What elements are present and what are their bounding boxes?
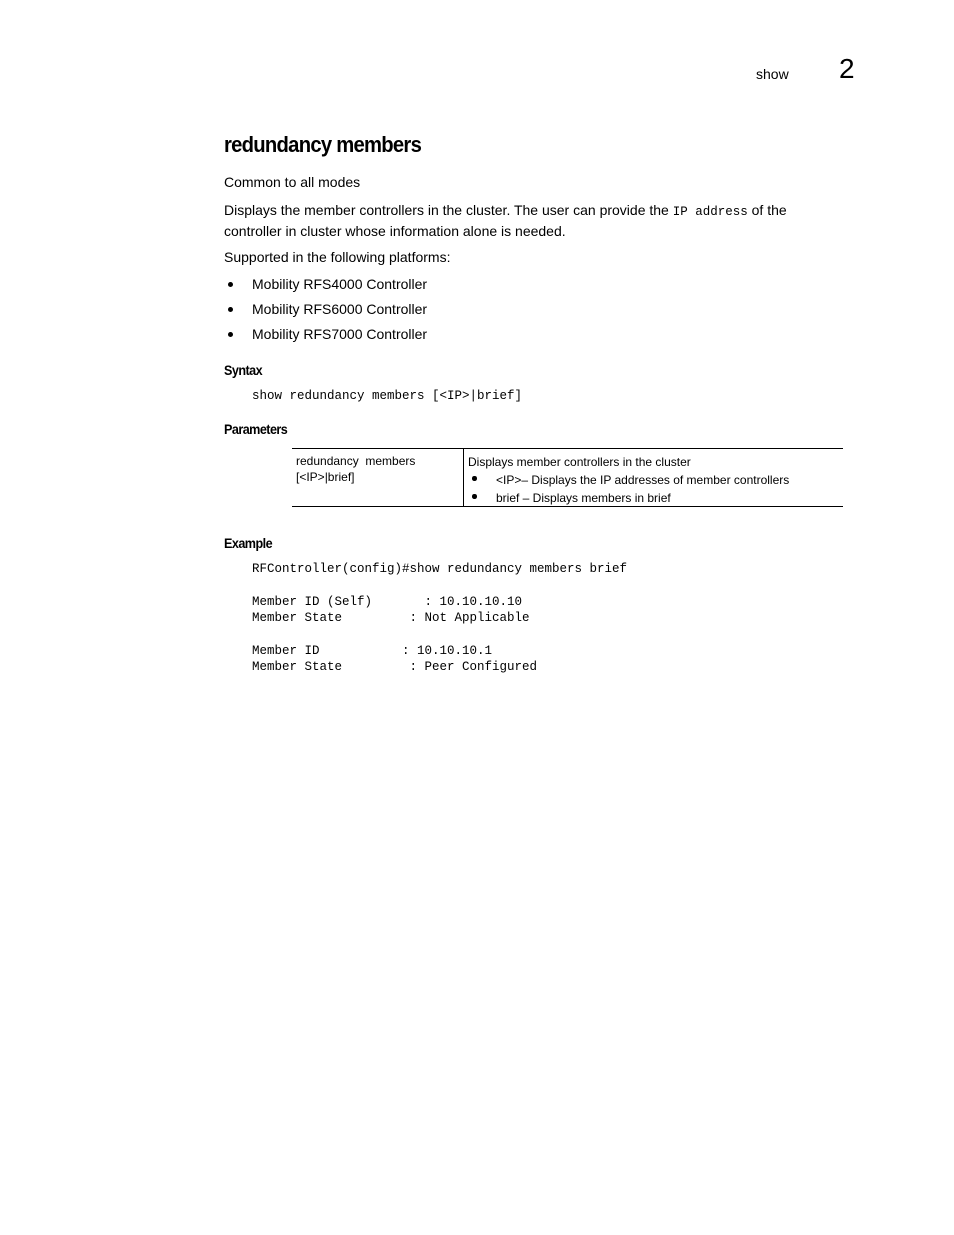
example-command: RFController(config)#show redundancy members brief	[252, 562, 628, 576]
platform-label: Mobility RFS6000 Controller	[252, 301, 428, 317]
example-output-line: Member State : Peer Configured	[252, 660, 538, 674]
parameter-description-text: Displays member controllers in the cluster	[468, 455, 691, 469]
platform-label: Mobility RFS4000 Controller	[252, 276, 428, 292]
description-code: IP address	[672, 205, 748, 219]
example-output-line: Member State : Not Applicable	[252, 611, 530, 625]
bullet-icon	[472, 494, 477, 499]
chapter-number: 2	[839, 53, 855, 84]
parameter-name	[296, 453, 415, 485]
running-header-section: show	[756, 66, 789, 82]
table-column-divider	[463, 449, 464, 507]
description-text-after: of the controller in cluster whose information alone is needed.	[224, 202, 787, 239]
parameter-option-text: brief – Displays members in brief	[496, 491, 671, 505]
platforms-intro: Supported in the following platforms:	[224, 249, 451, 265]
parameters-table	[292, 448, 843, 507]
command-mode: Common to all modes	[224, 174, 361, 190]
parameter-option-text: <IP>– Displays the IP addresses of member controllers	[496, 473, 790, 487]
bullet-icon	[228, 307, 233, 312]
syntax-command: show redundancy members [<IP>|brief]	[252, 389, 523, 403]
page-title: redundancy members	[224, 132, 422, 157]
parameter-description	[468, 453, 790, 507]
parameter-name-line: redundancy members	[296, 454, 416, 468]
command-description	[224, 201, 834, 241]
syntax-heading: Syntax	[224, 362, 263, 378]
example-heading: Example	[224, 535, 273, 551]
example-output-line: Member ID (Self) : 10.10.10.10	[252, 595, 523, 609]
parameters-heading: Parameters	[224, 421, 288, 437]
parameter-option	[468, 471, 790, 489]
bullet-icon	[472, 476, 477, 481]
bullet-icon	[228, 332, 233, 337]
parameter-option	[468, 489, 691, 507]
parameter-name-line: [<IP>|brief]	[296, 470, 355, 484]
platform-label: Mobility RFS7000 Controller	[252, 326, 428, 342]
example-output-line: Member ID : 10.10.10.1	[252, 644, 493, 658]
bullet-icon	[228, 282, 233, 287]
description-text-before: Displays the member controllers in the cluster. The user can provide the	[224, 202, 673, 218]
